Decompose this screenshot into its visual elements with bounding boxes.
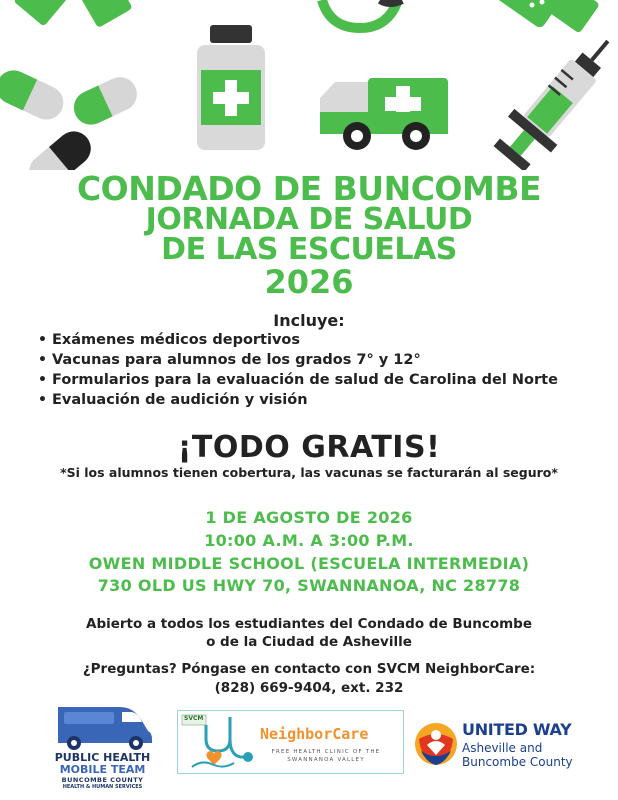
free-headline: ¡TODO GRATIS! xyxy=(177,430,441,465)
event-address: 730 OLD US HWY 70, SWANNANOA, NC 28778 xyxy=(97,576,521,595)
eligibility-line: Abierto a todos los estudiantes del Condado de Buncombe xyxy=(86,616,532,632)
pill-icon xyxy=(0,65,143,170)
neighborcare-tagline: FREE HEALTH CLINIC OF THE SWANNANOA VALLEY xyxy=(271,749,381,763)
ambulance-icon xyxy=(320,78,448,150)
title-line-schools: DE LAS ESCUELAS xyxy=(161,232,457,267)
event-venue: OWEN MIDDLE SCHOOL (ESCUELA INTERMEDIA) xyxy=(88,554,530,573)
medicine-bottle-icon xyxy=(197,25,265,150)
event-time: 10:00 A.M. A 3:00 P.M. xyxy=(204,531,414,550)
title-line-county: CONDADO DE BUNCOMBE xyxy=(76,169,542,208)
services-heading: Incluye: xyxy=(273,311,345,330)
united-way-logo xyxy=(413,717,593,772)
united-way-region: Asheville and xyxy=(462,741,543,755)
bandage-icon xyxy=(492,0,600,34)
service-item: • Formularios para la evaluación de salud de Carolina del Norte xyxy=(38,370,558,390)
services-list xyxy=(38,330,558,410)
svcm-badge: SVCM xyxy=(184,715,204,722)
public-health-subtitle: MOBILE TEAM xyxy=(59,763,146,776)
service-item: • Vacunas para alumnos de los grados 7° y 12° xyxy=(38,350,558,370)
title-line-event: JORNADA DE SALUD xyxy=(145,202,473,237)
stethoscope-icon xyxy=(322,0,402,28)
bandage-icon xyxy=(13,0,133,28)
hand-heart-icon xyxy=(413,721,459,767)
public-health-county: BUNCOMBE COUNTY xyxy=(61,776,144,784)
contact-line: ¿Preguntas? Póngase en contacto con SVCM NeighborCare: xyxy=(82,661,536,677)
united-way-name: UNITED WAY xyxy=(462,720,572,739)
title-year: 2026 xyxy=(264,263,354,301)
event-date: 1 DE AGOSTO DE 2026 xyxy=(205,508,413,527)
public-health-title: PUBLIC HEALTH xyxy=(54,751,151,764)
public-health-department: HEALTH & HUMAN SERVICES xyxy=(62,784,143,790)
united-way-region: Buncombe County xyxy=(462,755,573,769)
van-icon xyxy=(40,703,165,751)
service-item: • Evaluación de audición y visión xyxy=(38,390,558,410)
medical-illustrations xyxy=(0,0,618,170)
neighborcare-logo xyxy=(177,710,404,774)
contact-phone: (828) 669-9404, ext. 232 xyxy=(214,680,404,696)
public-health-logo xyxy=(40,703,165,793)
neighborcare-name: NeighborCare xyxy=(260,725,369,743)
service-item: • Exámenes médicos deportivos xyxy=(38,330,558,350)
insurance-note: *Si los alumnos tienen cobertura, las vacunas se facturarán al seguro* xyxy=(60,465,558,480)
eligibility-line: o de la Ciudad de Asheville xyxy=(206,634,412,650)
syringe-icon xyxy=(487,23,618,170)
